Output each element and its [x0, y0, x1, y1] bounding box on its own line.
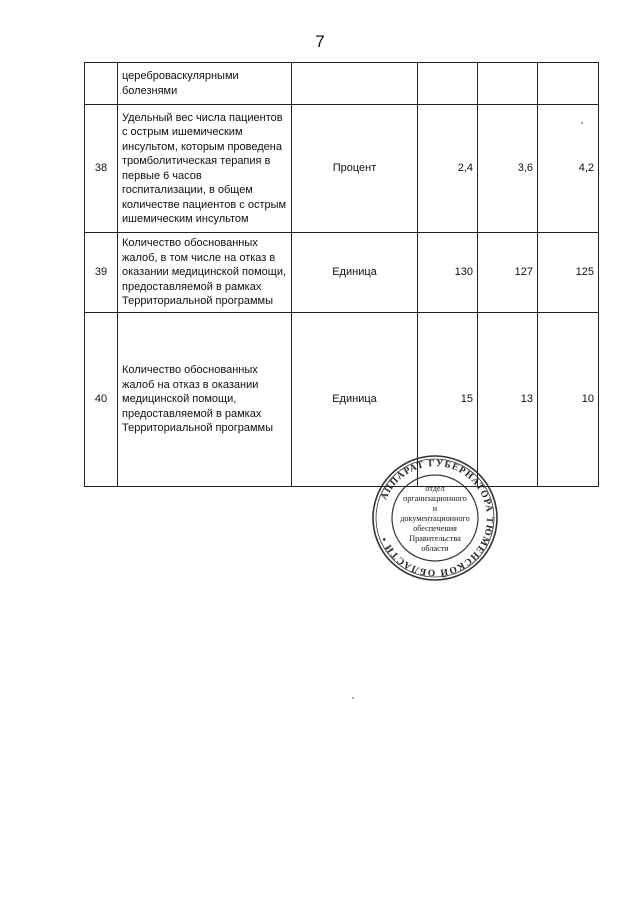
scan-speck [352, 697, 354, 699]
value-year-1: 15 [418, 313, 478, 487]
indicator-name: Количество обоснованных жалоб на отказ в оказании медицинской помощи, предоставляемой в рамках Территориальной программы [118, 313, 292, 487]
row-number [85, 63, 118, 105]
value-year-1: 2,4 [418, 105, 478, 233]
value-year-3: 10 [538, 313, 599, 487]
svg-text:АППАРАТ ГУБЕРНАТОРА ТЮМЕНСКОЙ: АППАРАТ ГУБЕРНАТОРА ТЮМЕНСКОЙ ОБЛАСТИ • [379, 458, 495, 578]
unit-of-measure: Процент [292, 105, 418, 233]
value-year-1 [418, 63, 478, 105]
value-year-1: 130 [418, 233, 478, 313]
value-year-3: 125 [538, 233, 599, 313]
svg-text:отдел: отдел [425, 484, 445, 493]
indicator-name: Удельный вес числа пациентов с острым ишемическим инсультом, которым проведена тромболитическая терапия в первые 6 часов госпитализации, в общем количестве пациентов с острым ишемическим инсультом [118, 105, 292, 233]
indicator-name: цереброваскулярными болезнями [118, 63, 292, 105]
value-year-3: 4,2 [538, 105, 599, 233]
svg-text:обеспечения: обеспечения [413, 524, 457, 533]
table-row [85, 313, 599, 487]
page-number: 7 [315, 32, 325, 51]
table-row [85, 63, 599, 105]
value-year-2: 3,6 [478, 105, 538, 233]
svg-text:области: области [421, 544, 449, 553]
svg-text:документационного: документационного [400, 514, 470, 523]
indicator-name: Количество обоснованных жалоб, в том числе на отказ в оказании медицинской помощи, предоставляемой в рамках Территориальной программы [118, 233, 292, 313]
row-number: 39 [85, 233, 118, 313]
unit-of-measure: Единица [292, 233, 418, 313]
row-number: 40 [85, 313, 118, 487]
table-row [85, 105, 599, 233]
svg-text:организационного: организационного [403, 494, 467, 503]
value-year-2: 13 [478, 313, 538, 487]
svg-text:Правительства: Правительства [409, 534, 461, 543]
table-row [85, 233, 599, 313]
value-year-2 [478, 63, 538, 105]
value-year-3 [538, 63, 599, 105]
unit-of-measure [292, 63, 418, 105]
indicators-table [84, 62, 599, 487]
unit-of-measure: Единица [292, 313, 418, 487]
scan-speck [581, 122, 583, 124]
official-stamp [370, 453, 500, 583]
value-year-2: 127 [478, 233, 538, 313]
svg-text:и: и [432, 504, 438, 513]
row-number: 38 [85, 105, 118, 233]
